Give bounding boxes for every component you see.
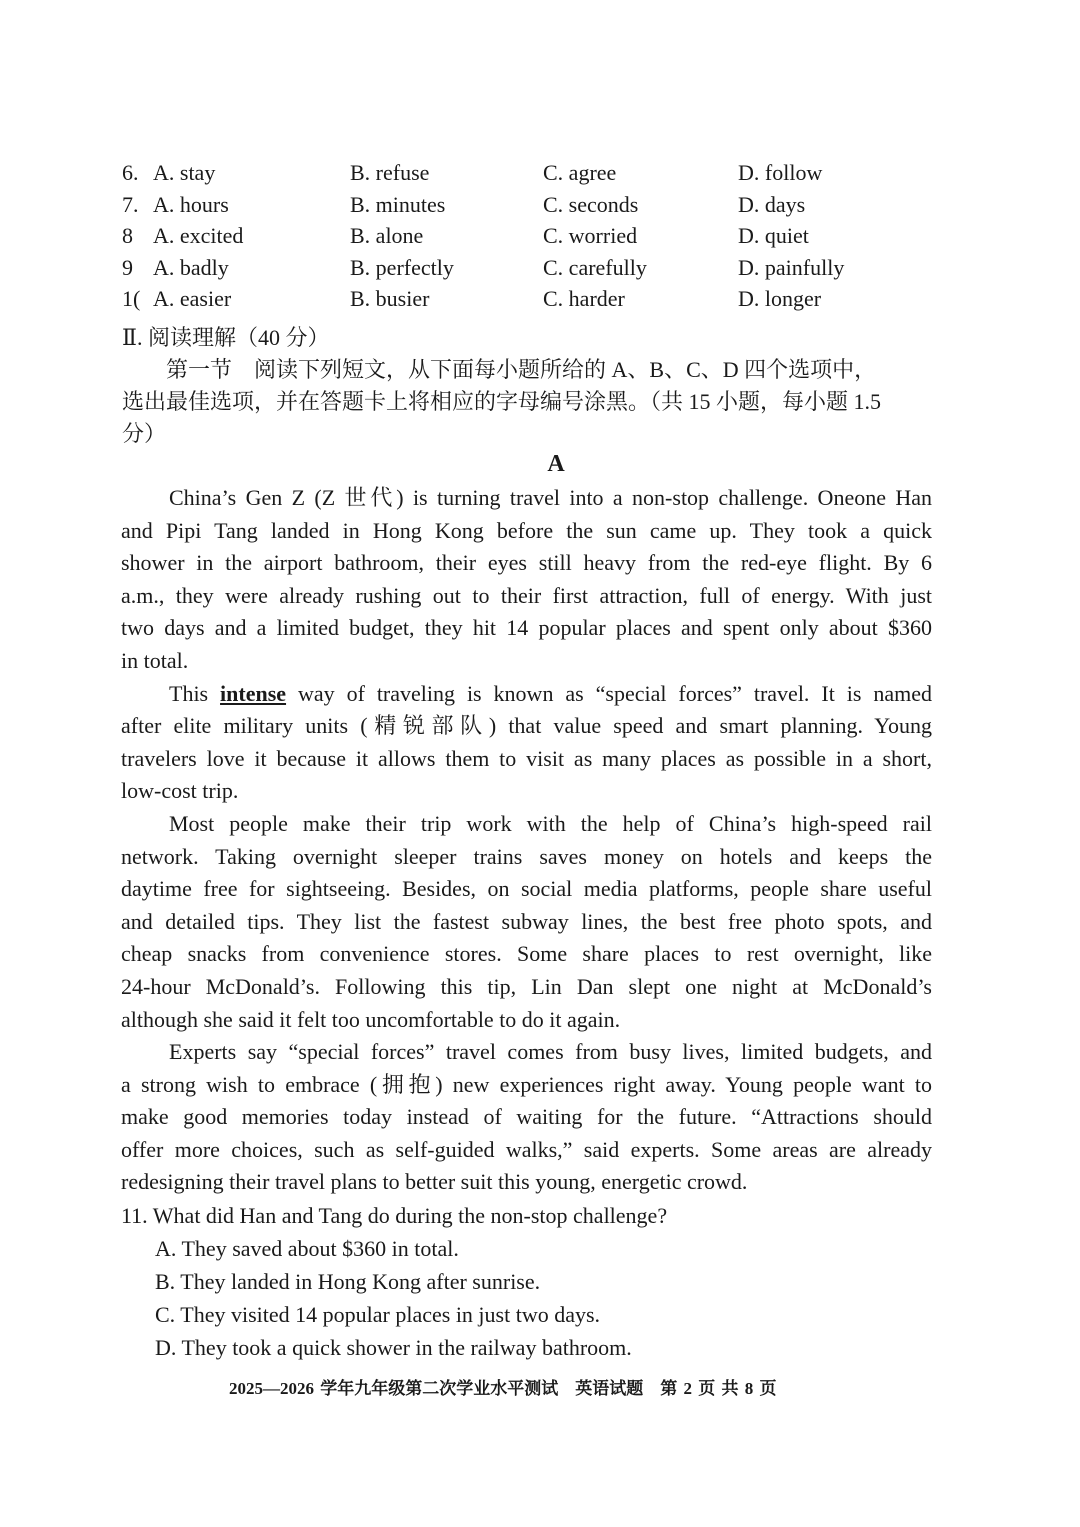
page-footer: 2025—2026 学年九年级第二次学业水平测试 英语试题 第 2 页 共 8 页 (229, 1379, 777, 1398)
instruction-line: 选出最佳选项，并在答题卡上将相应的字母编号涂黑。（共 15 小题，每小题 1.5 (122, 389, 882, 414)
option-c: C. worried (543, 223, 638, 248)
passage-line: although she said it felt too uncomfortable to do it again. (121, 1006, 621, 1032)
question-option-a: A. They saved about $360 in total. (155, 1236, 459, 1261)
question-number: 8 (122, 223, 133, 248)
option-c: C. agree (543, 160, 617, 185)
option-a: A. hours (153, 191, 229, 217)
passage-line: Most people make their trip work with the help of China’s high-speed rail (169, 810, 932, 836)
passage-body (121, 482, 932, 1199)
option-c: C. seconds (543, 191, 639, 217)
passage-line: daytime free for sightseeing. Besides, on social media platforms, people share useful (121, 876, 932, 902)
option-a: A. easier (153, 286, 232, 311)
passage-line: China’s Gen Z (Z 世代) is turning travel into a non-stop challenge. Oneone Han (169, 485, 932, 510)
question-option-d: D. They took a quick shower in the railway bathroom. (155, 1335, 632, 1360)
option-a: A. stay (153, 160, 216, 185)
option-d: D. days (738, 191, 806, 217)
passage-line: in total. (121, 647, 189, 673)
passage-line: redesigning their travel plans to better suit this young, energetic crowd. (121, 1169, 748, 1195)
question-number: 6. (122, 160, 139, 185)
instruction-line: 分） (122, 421, 167, 446)
question-option-b: B. They landed in Hong Kong after sunrise. (155, 1269, 541, 1294)
option-d: D. follow (738, 160, 823, 185)
passage-line: shower in the airport bathroom, their eyes still heavy from the red-eye flight. By 6 (121, 550, 932, 576)
option-c: C. harder (543, 286, 625, 311)
option-d: D. longer (738, 286, 822, 311)
option-b: B. busier (350, 286, 430, 311)
option-b: B. perfectly (350, 254, 454, 280)
question-number: 1( (122, 286, 141, 311)
instruction-line: 第一节 阅读下列短文，从下面每小题所给的 A、B、C、D 四个选项中， (122, 357, 877, 382)
passage-line: travelers love it because it allows them to visit as many places as possible in a short, (121, 745, 932, 771)
passage-line: offer more choices, such as self-guided walks,” said experts. Some areas are already (121, 1136, 932, 1162)
option-b: B. minutes (350, 191, 446, 217)
option-a: A. excited (153, 223, 244, 248)
option-b: B. refuse (350, 160, 430, 185)
question-option-c: C. They visited 14 popular places in just two days. (155, 1302, 601, 1327)
question-number: 7. (122, 191, 139, 217)
option-c: C. carefully (543, 254, 647, 280)
option-d: D. painfully (738, 254, 845, 280)
passage-line: a strong wish to embrace (拥抱) new experiences right away. Young people want to (121, 1071, 932, 1097)
passage-line: network. Taking overnight sleeper trains saves money on hotels and keeps the (121, 843, 932, 869)
passage-line: Experts say “special forces” travel comes from busy lives, limited budgets, and (169, 1039, 932, 1065)
question-number: 9 (122, 254, 133, 280)
section-heading: Ⅱ. 阅读理解（40 分） (122, 325, 330, 350)
passage-line: cheap snacks from convenience stores. Some share places to rest overnight, like (121, 941, 932, 967)
passage-line: low-cost trip. (121, 778, 239, 804)
option-a: A. badly (153, 254, 229, 280)
option-d: D. quiet (738, 223, 809, 248)
highlighted-word: intense (220, 680, 287, 706)
passage-line: and detailed tips. They list the fastest subway lines, the best free photo spots, and (121, 908, 932, 934)
option-b: B. alone (350, 223, 424, 248)
passage-line: 24-hour McDonald’s. Following this tip, Lin Dan slept one night at McDonald’s (121, 973, 932, 999)
passage-line: make good memories today instead of waiting for the future. “Attractions should (121, 1104, 932, 1130)
passage-line: after elite military units (精锐部队) that value speed and smart planning. Young (121, 713, 932, 739)
question-stem: 11. What did Han and Tang do during the non-stop challenge? (121, 1203, 668, 1228)
passage-title: A (547, 451, 565, 477)
passage-line: This intense way of traveling is known as “special forces” travel. It is named (169, 680, 932, 706)
passage-line: and Pipi Tang landed in Hong Kong before the sun came up. They took a quick (121, 517, 932, 543)
passage-line: a.m., they were already rushing out to their first attraction, full of energy. With just (121, 582, 932, 608)
passage-line: two days and a limited budget, they hit 14 popular places and spent only about $360 (121, 615, 932, 641)
